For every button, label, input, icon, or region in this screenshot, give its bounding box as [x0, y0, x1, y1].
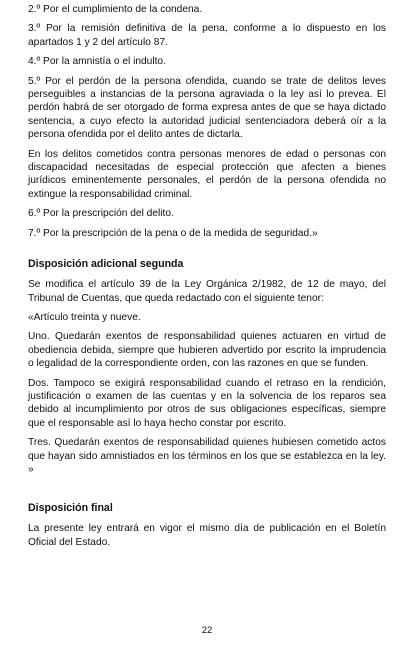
final-provision-heading: Disposición final: [28, 502, 113, 515]
list-item-perdon: 5.º Por el perdón de la persona ofendida, cuando se trate de delitos leves perseguibles a instancias de la persona agraviada o la ley así lo prevea. El perdón habrá de ser otorgado de forma expresa antes de que se haya dictado sentencia, a cuyo efecto la autoridad judicial sentenciadora deberá oír a la persona ofendida por el delito antes de dictarla.: [28, 75, 386, 141]
article-paragraph-tres: Tres. Quedarán exentos de responsabilidad quienes hubiesen cometido actos que hayan sido amnistiados en los términos en los que se establezca en la ley. »: [28, 437, 386, 475]
article-title: «Artículo treinta y nueve.: [28, 311, 141, 323]
second-provision-intro: Se modifica el artículo 39 de la Ley Orgánica 2/1982, de 12 de mayo, del Tribunal de Cuentas, que queda redactado con el siguiente tenor:: [28, 279, 386, 304]
paragraph-menores: En los delitos cometidos contra personas menores de edad o personas con discapacidad necesitadas de especial protección que afecten a bienes jurídicos eminentemente personales, el perdón de la persona ofendida no extingue la responsabilidad criminal.: [28, 148, 386, 200]
list-item-prescripcion-pena: 7.º Por la prescripción de la pena o de la medida de seguridad.»: [28, 227, 318, 239]
page-number: 22: [201, 625, 213, 636]
second-provision-heading: Disposición adicional segunda: [28, 258, 184, 271]
article-paragraph-uno: Uno. Quedarán exentos de responsabilidad quienes actuaren en virtud de obediencia debida, siempre que hubieren advertido por escrito la imprudencia o legalidad de la correspondiente orden, con las razones en que se funden.: [28, 331, 386, 370]
article-paragraph-dos: Dos. Tampoco se exigirá responsabilidad cuando el retraso en la rendición, justificación o examen de las cuentas y en la solvencia de los reparos sea debido al incumplimiento por otros de sus obligaciones específicas, siempre que el responsable así lo haya hecho constar por escrito.: [28, 377, 386, 429]
list-item-condena: 2.º Por el cumplimiento de la condena.: [28, 4, 203, 15]
final-provision-paragraph: La presente ley entrará en vigor el mismo día de publicación en el Boletín Oficial del Estado.: [28, 523, 386, 548]
list-item-prescripcion-delito: 6.º Por la prescripción del delito.: [28, 208, 174, 220]
list-item-amnistia: 4.º Por la amnistía o el indulto.: [28, 56, 166, 68]
list-item-remision: 3.º Por la remisión definitiva de la pena, conforme a lo dispuesto en los apartados 1 y 2 del artículo 87.: [28, 23, 386, 48]
